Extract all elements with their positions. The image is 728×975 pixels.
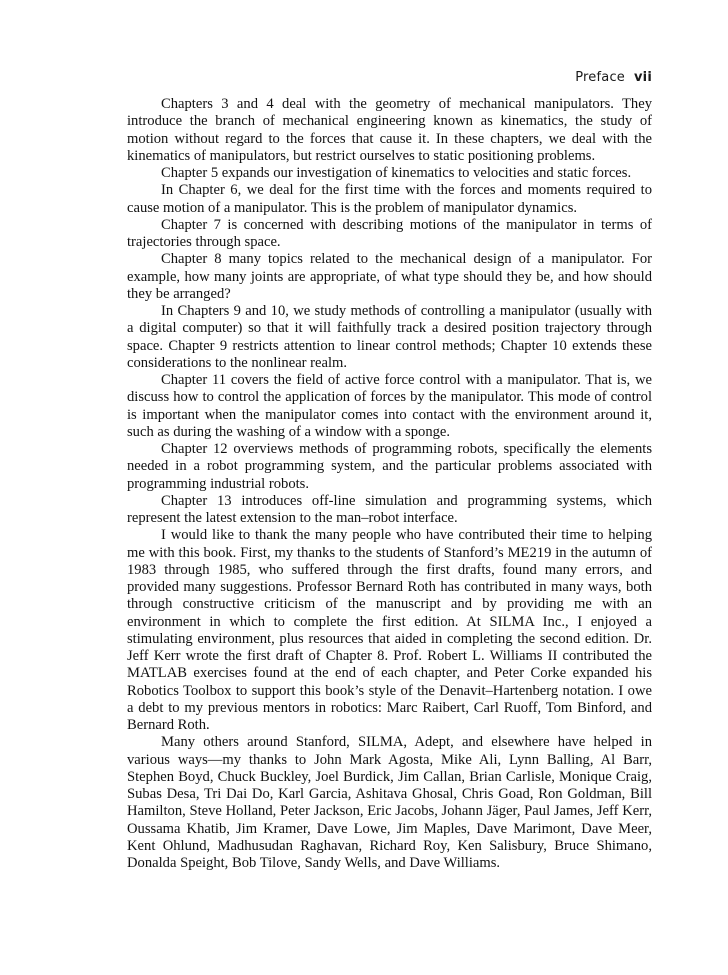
body-text [127, 96, 652, 872]
paragraph-chapter-7: Chapter 7 is concerned with describing motions of the manipulator in terms of trajectories through space. [127, 216, 652, 250]
page-number: vii [634, 70, 652, 85]
paragraph-chapter-5: Chapter 5 expands our investigation of kinematics to velocities and static forces. [161, 165, 632, 181]
paragraph-chapters-3-4: Chapters 3 and 4 deal with the geometry of mechanical manipulators. They introduce the branch of mechanical engineering known as kinematics, the study of motion without regard to the forces that cause it. In these chapters, we deal with the kinematics of manipulators, but restrict ourselves to static positioning problems. [127, 96, 652, 164]
running-head [575, 70, 652, 85]
paragraph-thanks-list: Many others around Stanford, SILMA, Adept, and elsewhere have helped in various ways—my thanks to John Mark Agosta, Mike Ali, Lynn Balling, Al Barr, Stephen Boyd, Chuck Buckley, Joel Burdick, Jim Callan, Brian Carlisle, Monique Craig, Subas Desa, Tri Dai Do, Karl Garcia, Ashitava Ghosal, Chris Goad, Ron Goldman, Bill Hamilton, Steve Holland, Peter Jackson, Eric Jacobs, Johann Jäger, Paul James, Jeff Kerr, Oussama Khatib, Jim Kramer, Dave Lowe, Jim Maples, Dave Marimont, Dave Meer, Kent Ohlund, Madhusudan Raghavan, Richard Roy, Ken Salisbury, Bruce Shimano, Donalda Speight, Bob Tilove, Sandy Wells, and Dave Williams. [127, 734, 652, 871]
paragraph-chapter-6: In Chapter 6, we deal for the first time with the forces and moments required to cause motion of a manipulator. This is the problem of manipulator dynamics. [127, 182, 652, 216]
paragraph-chapter-8: Chapter 8 many topics related to the mechanical design of a manipulator. For example, how many joints are appropriate, of what type should they be, and how should they be arranged? [127, 251, 652, 302]
paragraph-chapter-12: Chapter 12 overviews methods of programming robots, specifically the elements needed in a robot programming system, and the particular problems associated with programming industrial robots. [127, 441, 652, 492]
paragraph-chapter-13: Chapter 13 introduces off-line simulation and programming systems, which represent the latest extension to the man–robot interface. [127, 492, 652, 526]
paragraph-acknowledgments: I would like to thank the many people who have contributed their time to helping me with this book. First, my thanks to the students of Stanford’s ME219 in the autumn of 1983 through 1985, who suffered through the first drafts, found many errors, and provided many suggestions. Professor Bernard Roth has contributed in many ways, both through constructive criticism of the manuscript and by providing me with an environment in which to complete the first edition. At SILMA Inc., I enjoyed a stimulating environment, plus resources that aided in completing the second edition. Dr. Jeff Kerr wrote the first draft of Chapter 8. Prof. Robert L. Williams II contributed the MATLAB exercises found at the end of each chapter, and Peter Corke expanded his Robotics Toolbox to support this book’s style of the Denavit–Hartenberg notation. I owe a debt to my previous mentors in robotics: Marc Raibert, Carl Ruoff, Tom Binford, and Bernard Roth. [127, 527, 652, 733]
paragraph-chapters-9-10: In Chapters 9 and 10, we study methods of controlling a manipulator (usually with a digital computer) so that it will faithfully track a desired position trajectory through space. Chapter 9 restricts attention to linear control methods; Chapter 10 extends these considerations to the nonlinear realm. [127, 303, 652, 371]
paragraph-chapter-11: Chapter 11 covers the field of active force control with a manipulator. That is, we discuss how to control the application of forces by the manipulator. This mode of control is important when the manipulator comes into contact with the environment around it, such as during the washing of a window with a sponge. [127, 372, 652, 440]
running-head-section-title: Preface [575, 70, 625, 85]
